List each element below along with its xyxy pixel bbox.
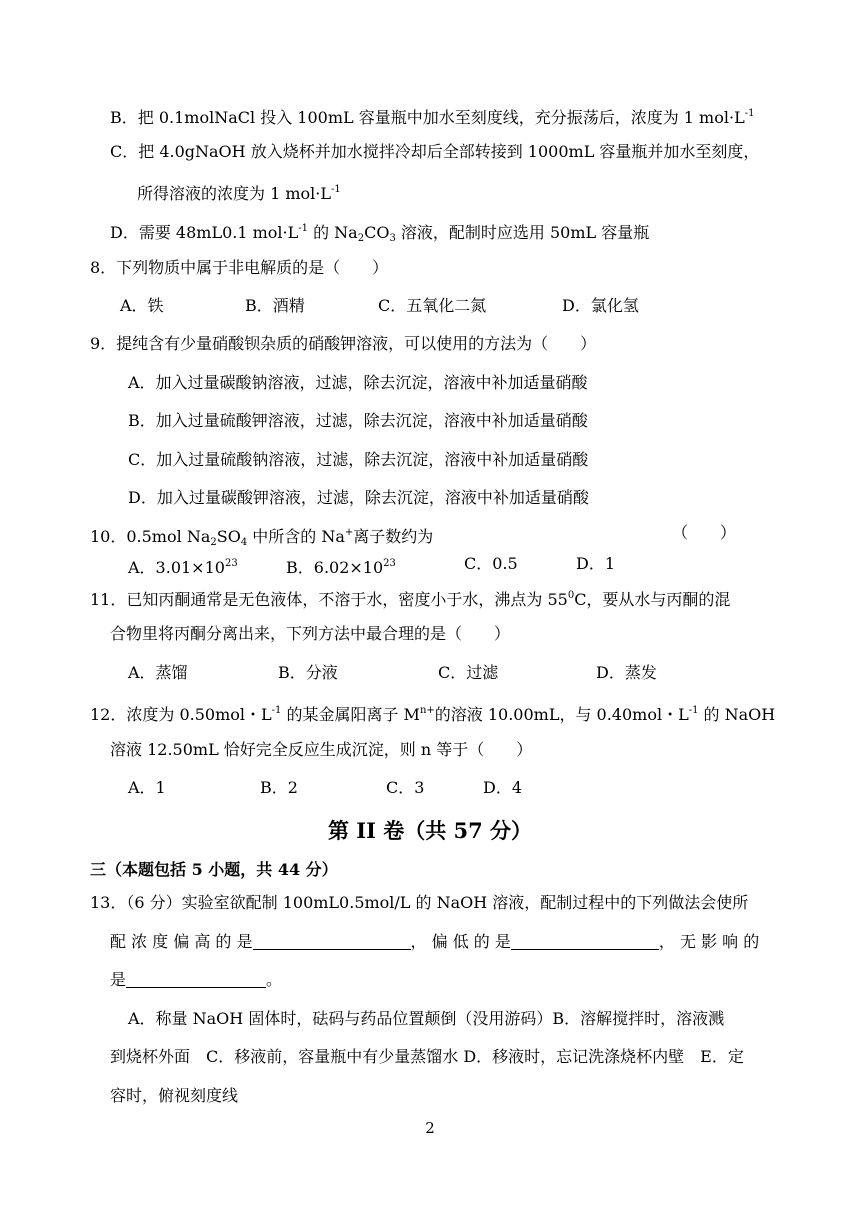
- q7-option-b: [110, 104, 754, 128]
- q10-option-b: [286, 554, 396, 578]
- q7-option-c-line2: [137, 180, 341, 204]
- q13-stem-text: ， 无 影 响 的: [658, 932, 760, 951]
- page-number: 2: [425, 1119, 435, 1137]
- q7-option-b-text: B．把 0.1molNaCl 投入 100mL 容量瓶中加水至刻度线，充分振荡后，浓度为 1 mol·L: [110, 108, 745, 127]
- q10-option-c: C．0.5: [464, 554, 518, 573]
- answer-blank-low[interactable]: [511, 933, 659, 950]
- q10-stem-text: SO: [216, 527, 241, 546]
- section-title: 第 II 卷（共 57 分）: [327, 818, 533, 843]
- q7-option-c-line2-text: 所得溶液的浓度为 1 mol·L: [137, 184, 331, 203]
- q12-option-d: D．4: [483, 778, 523, 797]
- q12-stem-line2: 溶液 12.50mL 恰好完全反应生成沉淀，则 n 等于（ ）: [110, 740, 533, 759]
- q8-stem: 8．下列物质中属于非电解质的是（ ）: [90, 258, 389, 277]
- answer-blank-none[interactable]: [126, 971, 266, 988]
- q8-option-b: B．酒精: [245, 296, 305, 315]
- q11-stem-text: C，要从水与丙酮的混: [574, 590, 731, 609]
- q10-stem-text: 中所含的 Na: [247, 527, 345, 546]
- q9-option-b: B．加入过量硫酸钾溶液，过滤，除去沉淀，溶液中补加适量硝酸: [128, 411, 588, 430]
- q9-stem: 9．提纯含有少量硝酸钡杂质的硝酸钾溶液，可以使用的方法为（ ）: [90, 334, 597, 353]
- subscript: 3: [389, 233, 396, 244]
- superscript: 0: [567, 590, 575, 601]
- q13-stem-line1: 13．（6 分）实验室欲配制 100mL0.5mol/L 的 NaOH 溶液，配制过程中的下列做法会使所: [90, 893, 749, 912]
- section-subtitle: 三（本题包括 5 小题，共 44 分）: [90, 860, 338, 879]
- superscript: +: [344, 527, 354, 538]
- q10-stem: [90, 523, 433, 553]
- q10-option-a-text: A．3.01×10: [128, 558, 225, 577]
- q13-stem-text: 是: [110, 970, 127, 989]
- q12-stem-text: 的溶液 10.00mL，与 0.40mol・L: [434, 705, 689, 724]
- q9-option-c: C．加入过量硫酸钠溶液，过滤，除去沉淀，溶液中补加适量硝酸: [128, 450, 589, 469]
- q13-stem-line2: [110, 932, 759, 952]
- q10-answer-bracket: （ ）: [672, 523, 737, 542]
- q7-option-d-text: 溶液，配制时应选用 50mL 容量瓶: [395, 223, 650, 242]
- q12-stem-line1: [90, 701, 775, 725]
- q13-stem-text: 配 浓 度 偏 高 的 是: [110, 932, 253, 951]
- q9-option-a: A．加入过量碳酸钠溶液，过滤，除去沉淀，溶液中补加适量硝酸: [128, 373, 588, 392]
- q10-stem-text: 离子数约为: [353, 527, 434, 546]
- superscript: -1: [688, 705, 699, 716]
- q7-option-d-text: 的 Na: [308, 223, 358, 242]
- q11-option-b: B．分液: [278, 663, 338, 682]
- q12-stem-text: 的 NaOH: [698, 705, 776, 724]
- q10-option-a: [128, 554, 238, 578]
- superscript: -1: [298, 223, 308, 234]
- q7-option-c-line1: C．把 4.0gNaOH 放入烧杯并加水搅拌冷却后全部转接到 1000mL 容量瓶并加水至刻度，: [110, 142, 760, 161]
- answer-blank-high[interactable]: [253, 933, 411, 950]
- superscript: 23: [224, 558, 238, 569]
- q11-option-d: D．蒸发: [596, 663, 657, 682]
- q8-option-a: A．铁: [120, 296, 164, 315]
- subscript: 2: [210, 537, 217, 548]
- q12-option-c: C．3: [386, 778, 425, 797]
- q10-option-d: D．1: [576, 554, 616, 573]
- q13-stem-line3: [110, 970, 282, 990]
- q11-option-c: C．过滤: [438, 663, 499, 682]
- q12-option-a: A．1: [128, 778, 166, 797]
- superscript: 23: [383, 558, 396, 569]
- q11-stem-text: 11．已知丙酮通常是无色液体，不溶于水，密度小于水，沸点为 55: [90, 590, 568, 609]
- superscript: -1: [271, 705, 282, 716]
- q12-stem-text: 的某金属阳离子 M: [281, 705, 420, 724]
- superscript: n+: [419, 705, 435, 716]
- q9-option-d: D．加入过量碳酸钾溶液，过滤，除去沉淀，溶液中补加适量硝酸: [128, 488, 589, 507]
- q13-options-line2: 到烧杯外面 C．移液前，容量瓶中有少量蒸馏水 D．移液时，忘记洗涤烧杯内壁 E．定: [110, 1047, 744, 1066]
- superscript: -1: [744, 108, 755, 119]
- q13-options-line3: 容时，俯视刻度线: [110, 1086, 239, 1105]
- q13-options-line1: A．称量 NaOH 固体时，砝码与药品位置颠倒（没用游码）B．溶解搅拌时，溶液溅: [128, 1009, 725, 1028]
- superscript: -1: [331, 184, 341, 195]
- subscript: 4: [240, 537, 248, 548]
- q11-stem-line1: [90, 586, 730, 610]
- q12-stem-text: 12．浓度为 0.50mol・L: [90, 705, 272, 724]
- q7-option-d: [110, 219, 649, 249]
- q8-option-c: C．五氧化二氮: [378, 296, 487, 315]
- q11-stem-line2: 合物里将丙酮分离出来，下列方法中最合理的是（ ）: [110, 624, 511, 643]
- q12-option-b: B．2: [260, 778, 298, 797]
- q7-option-d-text: CO: [364, 223, 390, 242]
- q11-option-a: A．蒸馏: [128, 663, 188, 682]
- q10-option-b-text: B．6.02×10: [286, 558, 384, 577]
- subscript: 2: [357, 233, 365, 244]
- q8-option-d: D．氯化氢: [562, 296, 639, 315]
- q13-stem-text: ， 偏 低 的 是: [410, 932, 511, 951]
- q13-stem-text: 。: [266, 970, 283, 989]
- q10-stem-text: 10．0.5mol Na: [90, 527, 211, 546]
- q7-option-d-text: D．需要 48mL0.1 mol·L: [110, 223, 299, 242]
